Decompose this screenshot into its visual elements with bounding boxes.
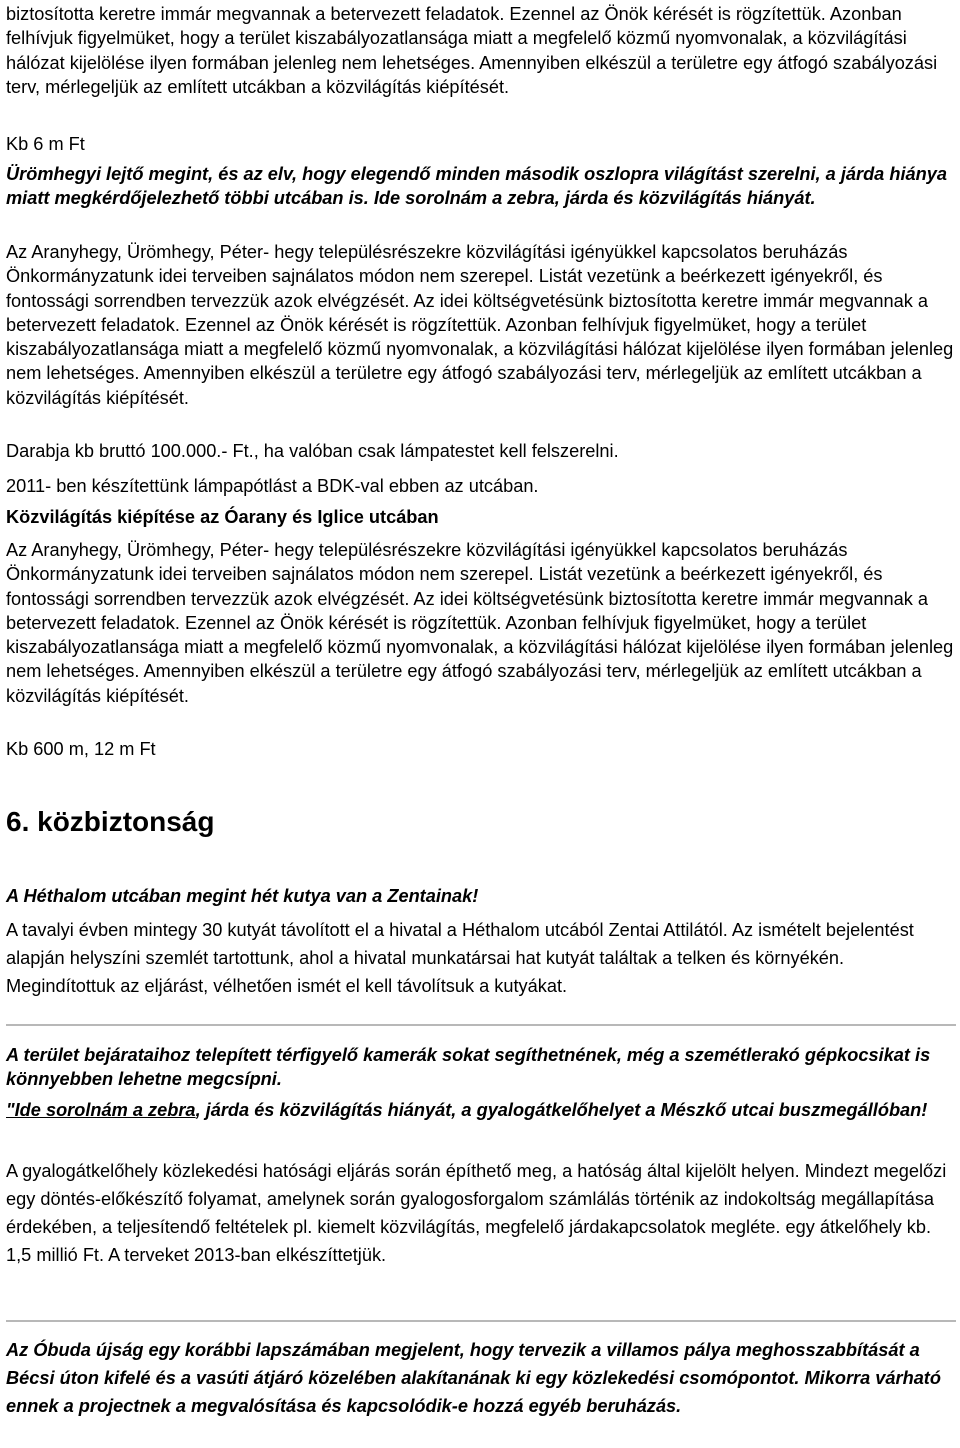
body-text: Darabja kb bruttó 100.000.- Ft., ha valóban csak lámpatestet kell felszerelni. <box>6 441 619 461</box>
subheading-oarany-iglice <box>6 505 956 529</box>
underlined-quote: "Ide sorolnám a zebra <box>6 1100 196 1120</box>
question-uromhegyi-lejto <box>6 162 956 211</box>
reply-hethalom-dogs <box>6 916 956 1000</box>
question-text: Az Óbuda újság egy korábbi lapszámában megjelent, hogy tervezik a villamos pálya meghosszabbítását a Bécsi úton kifelé és a vasúti átjáró közelében alakítanának ki egy közlekedési csomópontot. Mikorra várható ennek a projectnek a megvalósítása és kapcsolódik-e hozzá egyéb beruházás. <box>6 1340 941 1416</box>
cost-estimate-1 <box>6 132 956 156</box>
cost-estimate-3 <box>6 737 956 761</box>
question-text: A terület bejárataihoz telepített térfigyelő kamerák sokat segíthetnének, még a szemétlerakó gépkocsikat is könnyebben lehetne megcsípni. <box>6 1045 931 1090</box>
reply-zebra <box>6 1157 956 1269</box>
body-text: A gyalogátkelőhely közlekedési hatósági eljárás során építhető meg, a hatóság által kijelölt helyen. Mindezt megelőzi egy döntés-előkészítő folyamat, amelynek során gyalogosforgalom számlálás történik az indokoltság megállapítása érdekében, a teljesítendő feltételek pl. kiemelt közvilágítás, megfelelő járdakapcsolatok megléte. egy átkelőhely kb. 1,5 millió Ft. A terveket 2013-ban elkészíttetjük. <box>6 1161 947 1265</box>
question-zebra-meszko <box>6 1096 956 1124</box>
body-text: Az Aranyhegy, Ürömhegy, Péter- hegy településrészekre közvilágítási igényükkel kapcsolatos beruházás Önkormányzatunk idei terveiben sajnálatos módon nem szerepel. Listát vezetünk a beérkezett igényekről, és fontossági sorrendben tervezzük azok elvégzését. Az idei költségvetésünk biztosította keretre immár megvannak a betervezett feladatok. Ezennel az Önök kérését is rögzítettük. Azonban felhívjuk figyelmüket, hogy a terület kiszabályozatlansága miatt a megfelelő közmű nyomvonalak, a közvilágítási hálózat kijelölése ilyen formában jelenleg nem lehetséges. Amennyiben elkészül a területre egy átfogó szabályozási terv, mérlegeljük az említett utcákban a közvilágítás kiépítését. <box>6 242 954 408</box>
question-text-rest: , járda és közvilágítás hiányát, a gyalogátkelőhelyet a Mészkő utcai buszmegállóban! <box>195 1100 928 1120</box>
lamp-replacement-note <box>6 474 956 498</box>
paragraph-lighting-reply-continued <box>6 2 956 99</box>
body-text: biztosította keretre immár megvannak a betervezett feladatok. Ezennel az Önök kérését is rögzítettük. Azonban felhívjuk figyelmüket, hogy a terület kiszabályozatlansága miatt a megfelelő közmű nyomvonalak, a közvilágítási hálózat kijelölése ilyen formában jelenleg nem lehetséges. Amennyiben elkészül a területre egy átfogó szabályozási terv, mérlegeljük az említett utcákban a közvilágítás kiépítését. <box>6 4 938 97</box>
question-text: Ürömhegyi lejtő megint, és az elv, hogy elegendő minden második oszlopra világítást szerelni, a járda hiánya miatt megkérdőjelezhető többi utcában is. Ide sorolnám a zebra, járda és közvilágítás hiányát. <box>6 164 947 209</box>
section-title: 6. közbiztonság <box>6 806 215 837</box>
question-cameras <box>6 1043 956 1092</box>
cost-estimate-2 <box>6 439 956 463</box>
reply-aranyhegy-2 <box>6 538 956 708</box>
divider <box>6 1024 956 1026</box>
body-text: Az Aranyhegy, Ürömhegy, Péter- hegy településrészekre közvilágítási igényükkel kapcsolatos beruházás Önkormányzatunk idei terveiben sajnálatos módon nem szerepel. Listát vezetünk a beérkezett igényekről, és fontossági sorrendben tervezzük azok elvégzését. Az idei költségvetésünk biztosította keretre immár megvannak a betervezett feladatok. Ezennel az Önök kérését is rögzítettük. Azonban felhívjuk figyelmüket, hogy a terület kiszabályozatlansága miatt a megfelelő közmű nyomvonalak, a közvilágítási hálózat kijelölése ilyen formában jelenleg nem lehetséges. Amennyiben elkészül a területre egy átfogó szabályozási terv, mérlegeljük az említett utcákban a közvilágítás kiépítését. <box>6 540 954 706</box>
body-text: A tavalyi évben mintegy 30 kutyát távolított el a hivatal a Héthalom utcából Zentai Attilától. Az ismételt bejelentést alapján helyszíni szemlét tartottunk, ahol a hivatal munkatársai hat kutyát találtak a telken és környékén. Megindítottuk az eljárást, vélhetően ismét el kell távolítsuk a kutyákat. <box>6 920 914 996</box>
body-text: 2011- ben készítettünk lámpapótlást a BDK-val ebben az utcában. <box>6 476 539 496</box>
body-text: Kb 6 m Ft <box>6 134 85 154</box>
section-heading <box>6 805 956 839</box>
divider <box>6 1320 956 1322</box>
body-text: Kb 600 m, 12 m Ft <box>6 739 156 759</box>
question-text: A Héthalom utcában megint hét kutya van a Zentainak! <box>6 886 479 906</box>
question-hethalom-dogs <box>6 884 956 908</box>
subheading-text: Közvilágítás kiépítése az Óarany és Iglice utcában <box>6 507 439 527</box>
question-tram-extension <box>6 1336 956 1420</box>
reply-aranyhegy-1 <box>6 240 956 410</box>
question-text <box>6 1096 956 1124</box>
